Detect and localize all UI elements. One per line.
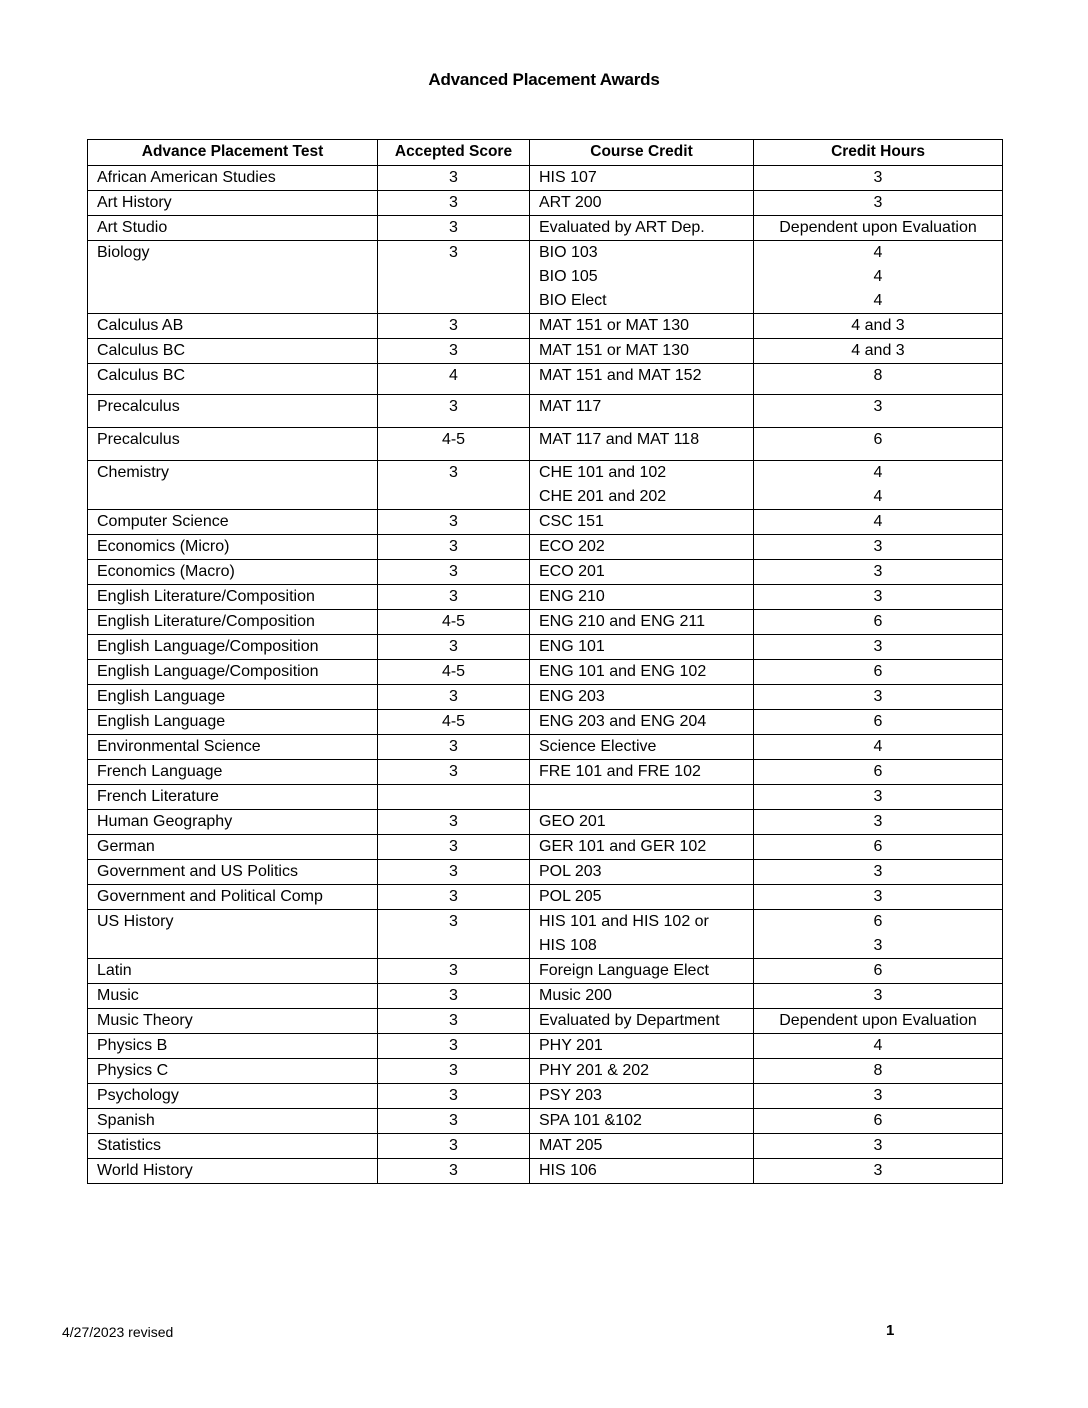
course-credit-line: MAT 151 or MAT 130 (539, 342, 689, 359)
cell-course-credit (530, 585, 754, 610)
credit-hours-line: 6 (873, 663, 883, 680)
cell-test: English Language/Composition (88, 660, 378, 685)
cell-course-credit (530, 660, 754, 685)
cell-credit-hours (754, 461, 1003, 510)
course-credit-line: ENG 203 and ENG 204 (539, 713, 707, 730)
cell-score: 4-5 (378, 428, 530, 461)
cell-course-credit (530, 339, 754, 364)
course-credit-line: MAT 151 and MAT 152 (539, 367, 702, 384)
course-credit-line: ENG 210 (539, 588, 605, 605)
cell-test: Government and US Politics (88, 860, 378, 885)
cell-score: 3 (378, 760, 530, 785)
header-course-credit: Course Credit (530, 140, 754, 166)
cell-course-credit (530, 560, 754, 585)
cell-score: 3 (378, 339, 530, 364)
table-row (88, 560, 1003, 585)
course-credit-line: HIS 107 (539, 169, 597, 186)
cell-test: Calculus BC (88, 364, 378, 395)
cell-test: Precalculus (88, 428, 378, 461)
cell-credit-hours (754, 785, 1003, 810)
credit-hours-line: 6 (873, 913, 883, 930)
table-row (88, 585, 1003, 610)
course-credit-line: ECO 202 (539, 538, 605, 555)
cell-test: Human Geography (88, 810, 378, 835)
cell-score: 3 (378, 560, 530, 585)
cell-score: 3 (378, 241, 530, 314)
table-row (88, 885, 1003, 910)
cell-test: World History (88, 1159, 378, 1184)
table-row (88, 835, 1003, 860)
course-credit-line (539, 785, 744, 809)
course-credit-line: Music 200 (539, 987, 612, 1004)
cell-credit-hours (754, 1134, 1003, 1159)
cell-credit-hours (754, 660, 1003, 685)
table-row (88, 314, 1003, 339)
cell-credit-hours (754, 1009, 1003, 1034)
table-row (88, 191, 1003, 216)
cell-score: 3 (378, 191, 530, 216)
cell-course-credit (530, 395, 754, 428)
table-row (88, 1134, 1003, 1159)
cell-course-credit (530, 216, 754, 241)
cell-test: Precalculus (88, 395, 378, 428)
course-credit-line: PHY 201 & 202 (539, 1062, 650, 1079)
course-credit-line: BIO 103 (539, 244, 598, 261)
cell-course-credit (530, 810, 754, 835)
cell-score: 3 (378, 510, 530, 535)
cell-credit-hours (754, 860, 1003, 885)
course-credit-line: POL 205 (539, 888, 602, 905)
cell-course-credit (530, 1084, 754, 1109)
credit-hours-line: 3 (873, 987, 883, 1004)
cell-credit-hours (754, 395, 1003, 428)
credit-hours-line: 6 (873, 838, 883, 855)
cell-score: 4 (378, 364, 530, 395)
cell-credit-hours (754, 735, 1003, 760)
cell-score: 3 (378, 216, 530, 241)
credit-hours-line: 3 (873, 888, 883, 905)
cell-test: English Language (88, 710, 378, 735)
course-credit-line: HIS 106 (539, 1162, 597, 1179)
course-credit-line: FRE 101 and FRE 102 (539, 763, 701, 780)
credit-hours-line: 3 (873, 563, 883, 580)
cell-test: Physics B (88, 1034, 378, 1059)
course-credit-line: ENG 203 (539, 688, 605, 705)
cell-course-credit (530, 1034, 754, 1059)
cell-credit-hours (754, 760, 1003, 785)
course-credit-line: GEO 201 (539, 813, 606, 830)
cell-test: Government and Political Comp (88, 885, 378, 910)
cell-test: French Literature (88, 785, 378, 810)
cell-credit-hours (754, 191, 1003, 216)
cell-course-credit (530, 710, 754, 735)
credit-hours-line: 4 and 3 (851, 317, 905, 334)
cell-course-credit (530, 1159, 754, 1184)
cell-score: 3 (378, 959, 530, 984)
cell-credit-hours (754, 510, 1003, 535)
cell-credit-hours (754, 1034, 1003, 1059)
table-row (88, 364, 1003, 395)
course-credit-line: HIS 108 (539, 937, 597, 954)
cell-test: Psychology (88, 1084, 378, 1109)
table-row (88, 535, 1003, 560)
header-test: Advance Placement Test (88, 140, 378, 166)
cell-course-credit (530, 241, 754, 314)
cell-course-credit (530, 461, 754, 510)
credit-hours-line: 3 (873, 1087, 883, 1104)
cell-credit-hours (754, 339, 1003, 364)
table-row (88, 241, 1003, 314)
credit-hours-line: Dependent upon Evaluation (779, 219, 977, 236)
course-credit-line: Science Elective (539, 738, 657, 755)
credit-hours-line: 3 (873, 194, 883, 211)
cell-course-credit (530, 735, 754, 760)
table-row (88, 339, 1003, 364)
credit-hours-line: 6 (873, 713, 883, 730)
cell-credit-hours (754, 166, 1003, 191)
cell-score: 3 (378, 1059, 530, 1084)
cell-test: Art Studio (88, 216, 378, 241)
credit-hours-line: 6 (873, 1112, 883, 1129)
table-header-row (88, 140, 1003, 166)
table-row (88, 984, 1003, 1009)
cell-score: 4-5 (378, 610, 530, 635)
credit-hours-line: 6 (873, 613, 883, 630)
cell-course-credit (530, 760, 754, 785)
cell-credit-hours (754, 984, 1003, 1009)
cell-course-credit (530, 364, 754, 395)
credit-hours-line: 3 (873, 398, 883, 415)
cell-course-credit (530, 635, 754, 660)
cell-course-credit (530, 510, 754, 535)
cell-score: 3 (378, 1009, 530, 1034)
table-row (88, 810, 1003, 835)
cell-course-credit (530, 1009, 754, 1034)
cell-test: English Literature/Composition (88, 585, 378, 610)
table-row (88, 510, 1003, 535)
course-credit-line: ENG 210 and ENG 211 (539, 613, 706, 630)
credit-hours-line: 4 (873, 292, 883, 309)
cell-score: 3 (378, 395, 530, 428)
cell-test: Calculus BC (88, 339, 378, 364)
course-credit-line: PHY 201 (539, 1037, 603, 1054)
cell-credit-hours (754, 685, 1003, 710)
cell-score: 4-5 (378, 660, 530, 685)
table-row (88, 685, 1003, 710)
table-row (88, 760, 1003, 785)
table-row (88, 1084, 1003, 1109)
table-row (88, 910, 1003, 959)
cell-score: 3 (378, 910, 530, 959)
cell-test: Calculus AB (88, 314, 378, 339)
cell-score: 4-5 (378, 710, 530, 735)
credit-hours-line: 3 (873, 638, 883, 655)
table-row (88, 166, 1003, 191)
table-row (88, 735, 1003, 760)
course-credit-line: CSC 151 (539, 513, 604, 530)
credit-hours-line: 6 (873, 962, 883, 979)
credit-hours-line: 3 (873, 1137, 883, 1154)
cell-credit-hours (754, 364, 1003, 395)
cell-test: Economics (Macro) (88, 560, 378, 585)
cell-test: English Literature/Composition (88, 610, 378, 635)
cell-test: Statistics (88, 1134, 378, 1159)
cell-course-credit (530, 166, 754, 191)
course-credit-line: Evaluated by ART Dep. (539, 219, 705, 236)
cell-score: 3 (378, 1109, 530, 1134)
cell-score: 3 (378, 1134, 530, 1159)
credit-hours-line: 3 (873, 863, 883, 880)
credit-hours-line: 3 (873, 169, 883, 186)
cell-course-credit (530, 1134, 754, 1159)
cell-credit-hours (754, 585, 1003, 610)
credit-hours-line: 3 (873, 937, 883, 954)
cell-credit-hours (754, 1084, 1003, 1109)
credit-hours-line: 4 (873, 464, 883, 481)
cell-credit-hours (754, 216, 1003, 241)
table-row (88, 610, 1003, 635)
table-row (88, 461, 1003, 510)
cell-credit-hours (754, 810, 1003, 835)
cell-credit-hours (754, 1109, 1003, 1134)
cell-credit-hours (754, 635, 1003, 660)
cell-credit-hours (754, 241, 1003, 314)
cell-credit-hours (754, 428, 1003, 461)
cell-course-credit (530, 959, 754, 984)
credit-hours-line: Dependent upon Evaluation (779, 1012, 977, 1029)
cell-course-credit (530, 984, 754, 1009)
page-number: 1 (886, 1322, 895, 1339)
course-credit-line: Foreign Language Elect (539, 962, 709, 979)
credit-hours-line: 4 and 3 (851, 342, 905, 359)
table-row (88, 216, 1003, 241)
cell-score: 3 (378, 810, 530, 835)
cell-score: 3 (378, 585, 530, 610)
cell-test: English Language (88, 685, 378, 710)
table-row (88, 959, 1003, 984)
course-credit-line: MAT 151 or MAT 130 (539, 317, 689, 334)
table-row (88, 635, 1003, 660)
course-credit-line: ART 200 (539, 194, 602, 211)
credit-hours-line: 3 (873, 588, 883, 605)
course-credit-line: MAT 205 (539, 1137, 603, 1154)
cell-course-credit (530, 685, 754, 710)
course-credit-line: CHE 101 and 102 (539, 464, 667, 481)
cell-test: Chemistry (88, 461, 378, 510)
credit-hours-line: 6 (873, 763, 883, 780)
cell-score: 3 (378, 860, 530, 885)
cell-course-credit (530, 314, 754, 339)
cell-score: 3 (378, 685, 530, 710)
cell-score: 3 (378, 885, 530, 910)
credit-hours-line: 4 (873, 244, 883, 261)
cell-credit-hours (754, 959, 1003, 984)
cell-score: 3 (378, 735, 530, 760)
course-credit-line: ECO 201 (539, 563, 605, 580)
table-row (88, 860, 1003, 885)
cell-score: 3 (378, 1034, 530, 1059)
cell-credit-hours (754, 1059, 1003, 1084)
cell-course-credit (530, 785, 754, 810)
revision-date: 4/27/2023 revised (62, 1324, 174, 1340)
table-body (88, 166, 1003, 1184)
course-credit-line: GER 101 and GER 102 (539, 838, 707, 855)
cell-course-credit (530, 610, 754, 635)
cell-course-credit (530, 1059, 754, 1084)
course-credit-line: MAT 117 (539, 398, 602, 415)
ap-awards-table (87, 139, 1003, 1184)
credit-hours-line: 4 (873, 738, 883, 755)
course-credit-line: POL 203 (539, 863, 602, 880)
table-row (88, 1109, 1003, 1134)
cell-test: French Language (88, 760, 378, 785)
table-row (88, 660, 1003, 685)
credit-hours-line: 3 (873, 813, 883, 830)
cell-test: Computer Science (88, 510, 378, 535)
cell-score: 3 (378, 1084, 530, 1109)
cell-credit-hours (754, 885, 1003, 910)
cell-score: 3 (378, 984, 530, 1009)
credit-hours-line: 3 (873, 788, 883, 805)
credit-hours-line: 8 (873, 367, 883, 384)
cell-score: 3 (378, 314, 530, 339)
cell-test: English Language/Composition (88, 635, 378, 660)
cell-credit-hours (754, 560, 1003, 585)
cell-score: 3 (378, 166, 530, 191)
cell-course-credit (530, 860, 754, 885)
cell-test: US History (88, 910, 378, 959)
cell-course-credit (530, 191, 754, 216)
document-title: Advanced Placement Awards (428, 70, 660, 89)
cell-course-credit (530, 535, 754, 560)
credit-hours-line: 4 (873, 268, 883, 285)
credit-hours-line: 3 (873, 538, 883, 555)
cell-credit-hours (754, 610, 1003, 635)
header-score: Accepted Score (378, 140, 530, 166)
table-row (88, 710, 1003, 735)
cell-course-credit (530, 428, 754, 461)
cell-test: Environmental Science (88, 735, 378, 760)
course-credit-line: Evaluated by Department (539, 1012, 720, 1029)
credit-hours-line: 4 (873, 488, 883, 505)
credit-hours-line: 4 (873, 513, 883, 530)
cell-test: Economics (Micro) (88, 535, 378, 560)
table-row (88, 785, 1003, 810)
table-row (88, 1159, 1003, 1184)
course-credit-line: SPA 101 &102 (539, 1112, 642, 1129)
cell-score: 3 (378, 835, 530, 860)
cell-course-credit (530, 910, 754, 959)
table-row (88, 1009, 1003, 1034)
cell-score: 3 (378, 461, 530, 510)
course-credit-line: MAT 117 and MAT 118 (539, 431, 700, 448)
cell-credit-hours (754, 314, 1003, 339)
cell-course-credit (530, 1109, 754, 1134)
cell-test: German (88, 835, 378, 860)
table-row (88, 1034, 1003, 1059)
cell-test: Latin (88, 959, 378, 984)
cell-test: Physics C (88, 1059, 378, 1084)
course-credit-line: ENG 101 and ENG 102 (539, 663, 707, 680)
cell-credit-hours (754, 835, 1003, 860)
cell-test: Music (88, 984, 378, 1009)
cell-credit-hours (754, 1159, 1003, 1184)
cell-test: African American Studies (88, 166, 378, 191)
credit-hours-line: 3 (873, 688, 883, 705)
credit-hours-line: 3 (873, 1162, 883, 1179)
cell-test: Spanish (88, 1109, 378, 1134)
course-credit-line: HIS 101 and HIS 102 or (539, 913, 709, 930)
cell-credit-hours (754, 535, 1003, 560)
cell-course-credit (530, 835, 754, 860)
cell-test: Biology (88, 241, 378, 314)
cell-score (378, 785, 530, 810)
header-credit-hours: Credit Hours (754, 140, 1003, 166)
cell-test: Music Theory (88, 1009, 378, 1034)
cell-score: 3 (378, 635, 530, 660)
table-row (88, 395, 1003, 428)
course-credit-line: PSY 203 (539, 1087, 602, 1104)
credit-hours-line: 4 (873, 1037, 883, 1054)
cell-score: 3 (378, 535, 530, 560)
table-row (88, 428, 1003, 461)
course-credit-line: BIO Elect (539, 292, 607, 309)
cell-score: 3 (378, 1159, 530, 1184)
course-credit-line: BIO 105 (539, 268, 598, 285)
cell-test: Art History (88, 191, 378, 216)
credit-hours-line: 8 (873, 1062, 883, 1079)
course-credit-line: CHE 201 and 202 (539, 488, 667, 505)
credit-hours-line: 6 (873, 431, 883, 448)
table-row (88, 1059, 1003, 1084)
cell-course-credit (530, 885, 754, 910)
cell-credit-hours (754, 910, 1003, 959)
cell-credit-hours (754, 710, 1003, 735)
course-credit-line: ENG 101 (539, 638, 605, 655)
